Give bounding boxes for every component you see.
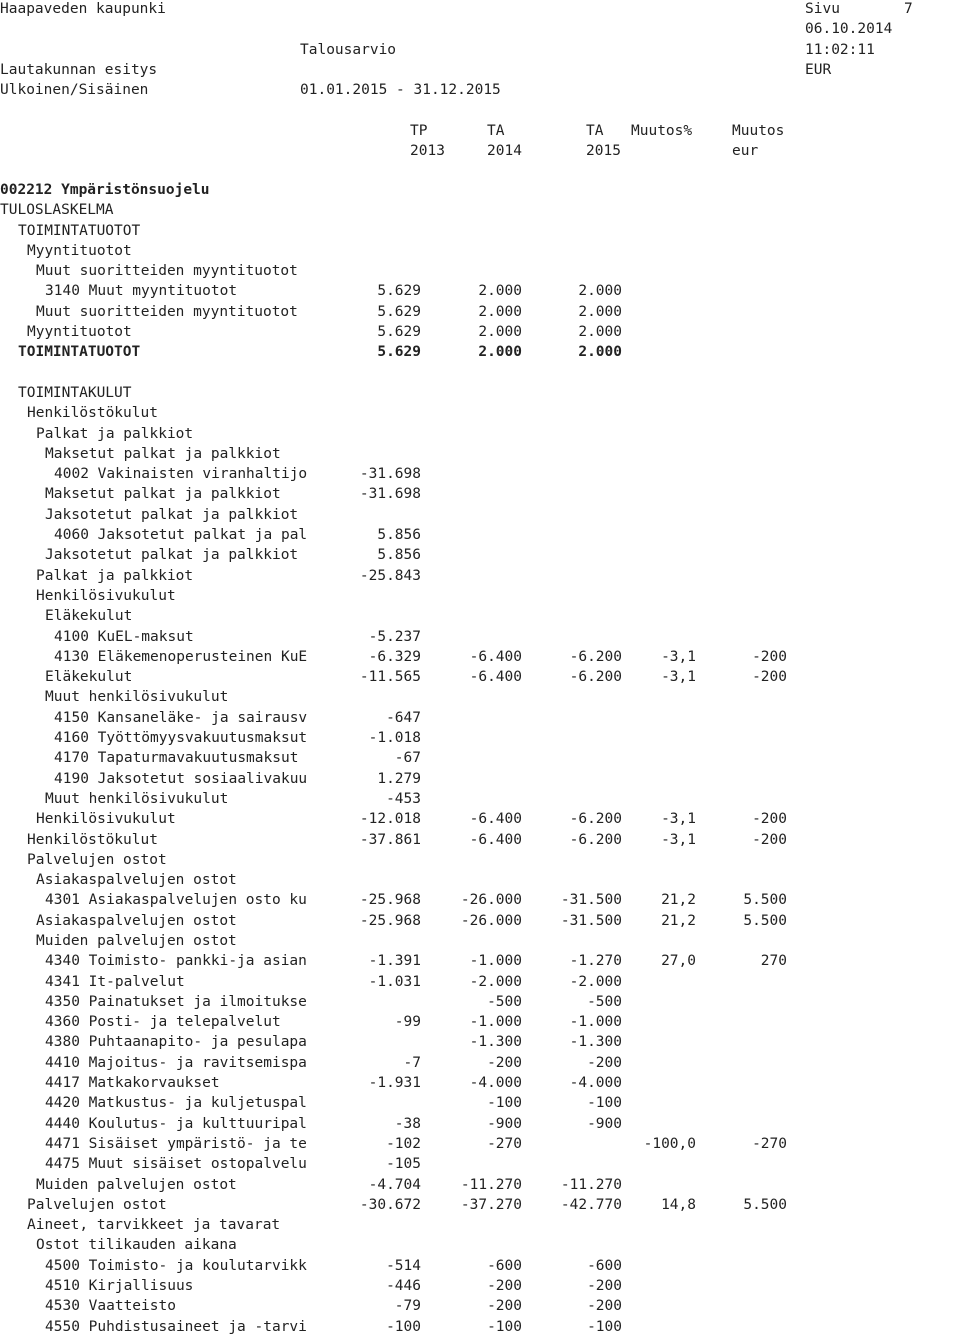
row-label: 4340 Toimisto- pankki-ja asian (45, 953, 307, 970)
print-date: 06.10.2014 (805, 21, 893, 37)
value-tp-2013: -38 (394, 1115, 421, 1132)
table-row (0, 687, 960, 707)
value-change-pct: -3,1 (661, 831, 696, 848)
value-change-pct: -3,1 (661, 648, 696, 665)
col-ta2014-year: 2014 (487, 143, 522, 159)
value-ta-2014: -100 (487, 1095, 522, 1112)
value-tp-2013: 1.279 (377, 770, 421, 787)
row-label: 4530 Vaatteisto (45, 1298, 176, 1315)
table-row (0, 464, 960, 484)
value-tp-2013: -4.704 (368, 1176, 421, 1193)
row-label: Muut henkilösivukulut (45, 790, 229, 807)
value-tp-2013: -25.843 (359, 567, 421, 584)
value-ta-2015: 2.000 (578, 344, 622, 361)
row-label: 4410 Majoitus- ja ravitsemispa (45, 1054, 307, 1071)
value-tp-2013: -453 (386, 790, 421, 807)
row-label: Jaksotetut palkat ja palkkiot (45, 547, 299, 564)
page-header (0, 0, 960, 110)
value-ta-2015: 2.000 (578, 303, 622, 320)
value-ta-2015: -1.270 (569, 953, 622, 970)
table-row (0, 1175, 960, 1195)
organization-name: Haapaveden kaupunki (0, 1, 166, 17)
table-row (0, 911, 960, 931)
row-label: 4440 Koulutus- ja kulttuuripal (45, 1115, 307, 1132)
table-row (0, 647, 960, 667)
row-label: 4170 Tapaturmavakuutusmaksut (54, 750, 299, 767)
value-change-eur: 5.500 (743, 1196, 787, 1213)
table-row (0, 1215, 960, 1235)
value-change-pct: -3,1 (661, 811, 696, 828)
value-ta-2015: -200 (587, 1278, 622, 1295)
value-ta-2014: -11.270 (460, 1176, 522, 1193)
table-row (0, 890, 960, 910)
value-tp-2013: -1.931 (368, 1075, 421, 1092)
table-row (0, 951, 960, 971)
value-ta-2015: -6.200 (569, 831, 622, 848)
value-change-eur: -200 (752, 811, 787, 828)
table-row (0, 525, 960, 545)
value-tp-2013: -446 (386, 1278, 421, 1295)
col-ta2015-label: TA (586, 123, 604, 139)
value-change-pct: -100,0 (643, 1135, 696, 1152)
income-statement-table (0, 180, 960, 1337)
value-ta-2015: -200 (587, 1054, 622, 1071)
row-label: 4380 Puhtaanapito- ja pesulapa (45, 1034, 307, 1051)
table-row (0, 281, 960, 301)
table-row (0, 830, 960, 850)
table-row (0, 484, 960, 504)
row-label: Aineet, tarvikkeet ja tavarat (27, 1217, 281, 1234)
value-ta-2015: -6.200 (569, 669, 622, 686)
row-label: TOIMINTAKULUT (18, 384, 132, 401)
value-tp-2013: 5.629 (377, 324, 421, 341)
table-row (0, 545, 960, 565)
row-label: Henkilöstökulut (27, 405, 158, 422)
value-ta-2014: -6.400 (469, 811, 522, 828)
value-change-pct: 21,2 (661, 892, 696, 909)
table-row (0, 1012, 960, 1032)
table-row (0, 627, 960, 647)
print-time: 11:02:11 (805, 42, 875, 58)
row-label: 4341 It-palvelut (45, 973, 185, 990)
value-ta-2014: -6.400 (469, 831, 522, 848)
table-row (0, 748, 960, 768)
table-row (0, 1093, 960, 1113)
table-row (0, 1032, 960, 1052)
value-tp-2013: -5.237 (368, 628, 421, 645)
table-row (0, 769, 960, 789)
row-label: 4510 Kirjallisuus (45, 1278, 194, 1295)
col-change-pct-label: Muutos% (631, 123, 693, 139)
table-row (0, 606, 960, 626)
value-ta-2014: -500 (487, 993, 522, 1010)
table-row (0, 1154, 960, 1174)
table-row (0, 1134, 960, 1154)
row-label: Muut suoritteiden myyntituotot (36, 303, 298, 320)
row-label: 4002 Vakinaisten viranhaltijo (54, 466, 308, 483)
value-ta-2015: -1.000 (569, 1014, 622, 1031)
table-row (0, 424, 960, 444)
table-row (0, 403, 960, 423)
row-label: Myyntituotot (27, 324, 132, 341)
value-ta-2015: -2.000 (569, 973, 622, 990)
value-tp-2013: -514 (386, 1257, 421, 1274)
table-row (0, 1053, 960, 1073)
col-change-eur-label: Muutos (732, 123, 785, 139)
value-change-pct: 21,2 (661, 912, 696, 929)
row-label: Palkat ja palkkiot (36, 425, 194, 442)
value-ta-2015: -11.270 (560, 1176, 622, 1193)
table-row (0, 809, 960, 829)
value-change-eur: 270 (760, 953, 787, 970)
row-label: 4160 Työttömyysvakuutusmaksut (54, 730, 308, 747)
value-ta-2014: -200 (487, 1278, 522, 1295)
row-label: Asiakaspalvelujen ostot (36, 872, 237, 889)
value-ta-2014: -1.000 (469, 953, 522, 970)
value-tp-2013: 5.629 (377, 344, 421, 361)
value-ta-2015: -6.200 (569, 648, 622, 665)
value-ta-2015: -200 (587, 1298, 622, 1315)
row-label: Eläkekulut (45, 608, 133, 625)
value-change-eur: -200 (752, 669, 787, 686)
table-row (0, 728, 960, 748)
value-tp-2013: -37.861 (359, 831, 421, 848)
value-ta-2014: -37.270 (460, 1196, 522, 1213)
value-tp-2013: -99 (394, 1014, 421, 1031)
value-ta-2015: -31.500 (560, 912, 622, 929)
value-ta-2015: -900 (587, 1115, 622, 1132)
value-change-eur: 5.500 (743, 912, 787, 929)
row-label: 4420 Matkustus- ja kuljetuspal (45, 1095, 307, 1112)
value-tp-2013: -1.391 (368, 953, 421, 970)
row-label: 4471 Sisäiset ympäristö- ja te (45, 1135, 307, 1152)
proposal-label: Lautakunnan esitys (0, 62, 158, 78)
table-row (0, 221, 960, 241)
document-type: Talousarvio (300, 42, 397, 58)
row-label: Jaksotetut palkat ja palkkiot (45, 506, 299, 523)
row-label: 4130 Eläkemenoperusteinen KuE (54, 648, 308, 665)
row-label: Maksetut palkat ja palkkiot (45, 486, 281, 503)
row-label: Muut henkilösivukulut (45, 689, 229, 706)
row-label: Asiakaspalvelujen ostot (36, 912, 237, 929)
value-ta-2015: 2.000 (578, 283, 622, 300)
value-change-eur: -200 (752, 648, 787, 665)
value-ta-2014: -100 (487, 1318, 522, 1335)
value-change-eur: -200 (752, 831, 787, 848)
value-tp-2013: -12.018 (359, 811, 421, 828)
value-ta-2015: -31.500 (560, 892, 622, 909)
value-ta-2014: -26.000 (460, 892, 522, 909)
table-row (0, 931, 960, 951)
table-row (0, 850, 960, 870)
value-tp-2013: -31.698 (359, 486, 421, 503)
value-tp-2013: 5.856 (377, 547, 421, 564)
value-ta-2015: -100 (587, 1095, 622, 1112)
row-label: Myyntituotot (27, 242, 132, 259)
row-label: Eläkekulut (45, 669, 133, 686)
budget-period: 01.01.2015 - 31.12.2015 (300, 82, 501, 98)
row-label: Muiden palvelujen ostot (36, 932, 237, 949)
table-row (0, 180, 960, 200)
table-row (0, 1296, 960, 1316)
table-row (0, 261, 960, 281)
table-row (0, 870, 960, 890)
col-tp-year: 2013 (410, 143, 445, 159)
value-ta-2014: -2.000 (469, 973, 522, 990)
value-ta-2015: -1.300 (569, 1034, 622, 1051)
value-tp-2013: -100 (386, 1318, 421, 1335)
column-headers (0, 120, 960, 162)
value-tp-2013: -79 (394, 1298, 421, 1315)
value-ta-2014: -600 (487, 1257, 522, 1274)
col-tp-label: TP (410, 123, 428, 139)
value-tp-2013: -6.329 (368, 648, 421, 665)
row-label: 4301 Asiakaspalvelujen osto ku (45, 892, 307, 909)
row-label: Henkilösivukulut (36, 811, 176, 828)
value-tp-2013: -647 (386, 709, 421, 726)
row-label: TOIMINTATUOTOT (18, 222, 141, 239)
value-ta-2014: 2.000 (478, 324, 522, 341)
table-row (0, 200, 960, 220)
value-change-pct: -3,1 (661, 669, 696, 686)
table-row (0, 505, 960, 525)
row-label: Muiden palvelujen ostot (36, 1176, 237, 1193)
table-row (0, 566, 960, 586)
row-label: TULOSLASKELMA (0, 202, 114, 219)
value-tp-2013: -105 (386, 1156, 421, 1173)
row-label: 4190 Jaksotetut sosiaalivakuu (54, 770, 308, 787)
value-ta-2014: -26.000 (460, 912, 522, 929)
row-label: Henkilösivukulut (36, 587, 176, 604)
table-row (0, 383, 960, 403)
table-row (0, 992, 960, 1012)
row-label: 3140 Muut myyntituotot (45, 283, 238, 300)
section-spacer (0, 363, 960, 383)
value-tp-2013: 5.629 (377, 303, 421, 320)
row-label: 4150 Kansaneläke- ja sairausv (54, 709, 308, 726)
value-ta-2015: -500 (587, 993, 622, 1010)
table-row (0, 1195, 960, 1215)
value-tp-2013: 5.629 (377, 283, 421, 300)
value-ta-2015: -100 (587, 1318, 622, 1335)
table-row (0, 444, 960, 464)
row-label: Palkat ja palkkiot (36, 567, 194, 584)
table-row (0, 586, 960, 606)
value-ta-2014: -6.400 (469, 648, 522, 665)
value-tp-2013: -31.698 (359, 466, 421, 483)
value-ta-2014: -200 (487, 1298, 522, 1315)
value-ta-2015: -6.200 (569, 811, 622, 828)
value-ta-2014: -900 (487, 1115, 522, 1132)
value-ta-2015: -600 (587, 1257, 622, 1274)
value-change-pct: 14,8 (661, 1196, 696, 1213)
value-tp-2013: -25.968 (359, 912, 421, 929)
value-tp-2013: -67 (394, 750, 421, 767)
table-row (0, 342, 960, 362)
value-tp-2013: 5.856 (377, 527, 421, 544)
row-label: 4360 Posti- ja telepalvelut (45, 1014, 281, 1031)
row-label: Ostot tilikauden aikana (36, 1237, 237, 1254)
page-number: 7 (904, 1, 913, 17)
table-row (0, 241, 960, 261)
table-row (0, 302, 960, 322)
value-tp-2013: -30.672 (359, 1196, 421, 1213)
value-ta-2014: -1.000 (469, 1014, 522, 1031)
value-ta-2015: -42.770 (560, 1196, 622, 1213)
table-row (0, 322, 960, 342)
scope-label: Ulkoinen/Sisäinen (0, 82, 149, 98)
row-label: Palvelujen ostot (27, 1196, 167, 1213)
value-tp-2013: -25.968 (359, 892, 421, 909)
table-row (0, 1114, 960, 1134)
row-label: 002212 Ympäristönsuojelu (0, 182, 210, 198)
col-ta2015-year: 2015 (586, 143, 621, 159)
page-label: Sivu (805, 1, 840, 17)
row-label: 4417 Matkakorvaukset (45, 1075, 220, 1092)
table-row (0, 667, 960, 687)
value-ta-2014: 2.000 (478, 303, 522, 320)
value-ta-2014: -200 (487, 1054, 522, 1071)
row-label: 4060 Jaksotetut palkat ja pal (54, 527, 308, 544)
value-ta-2014: 2.000 (478, 344, 522, 361)
row-label: TOIMINTATUOTOT (18, 344, 141, 361)
table-row (0, 1256, 960, 1276)
row-label: Palvelujen ostot (27, 851, 167, 868)
value-ta-2014: -1.300 (469, 1034, 522, 1051)
value-ta-2014: -4.000 (469, 1075, 522, 1092)
value-ta-2015: -4.000 (569, 1075, 622, 1092)
value-ta-2014: -270 (487, 1135, 522, 1152)
table-row (0, 708, 960, 728)
row-label: 4500 Toimisto- ja koulutarvikk (45, 1257, 307, 1274)
table-row (0, 789, 960, 809)
currency: EUR (805, 62, 832, 78)
col-ta2014-label: TA (487, 123, 505, 139)
value-tp-2013: -1.031 (368, 973, 421, 990)
value-ta-2015: 2.000 (578, 324, 622, 341)
value-tp-2013: -102 (386, 1135, 421, 1152)
value-tp-2013: -11.565 (359, 669, 421, 686)
value-change-eur: 5.500 (743, 892, 787, 909)
col-change-eur-unit: eur (732, 143, 759, 159)
row-label: 4100 KuEL-maksut (54, 628, 194, 645)
table-row (0, 1317, 960, 1337)
value-change-pct: 27,0 (661, 953, 696, 970)
row-label: 4475 Muut sisäiset ostopalvelu (45, 1156, 307, 1173)
value-ta-2014: -6.400 (469, 669, 522, 686)
row-label: Henkilöstökulut (27, 831, 158, 848)
table-row (0, 972, 960, 992)
value-tp-2013: -7 (403, 1054, 421, 1071)
table-row (0, 1276, 960, 1296)
table-row (0, 1073, 960, 1093)
row-label: Muut suoritteiden myyntituotot (36, 263, 298, 280)
row-label: 4550 Puhdistusaineet ja -tarvi (45, 1318, 307, 1335)
value-ta-2014: 2.000 (478, 283, 522, 300)
row-label: 4350 Painatukset ja ilmoitukse (45, 993, 307, 1010)
value-tp-2013: -1.018 (368, 730, 421, 747)
row-label: Maksetut palkat ja palkkiot (45, 445, 281, 462)
value-change-eur: -270 (752, 1135, 787, 1152)
table-row (0, 1235, 960, 1255)
